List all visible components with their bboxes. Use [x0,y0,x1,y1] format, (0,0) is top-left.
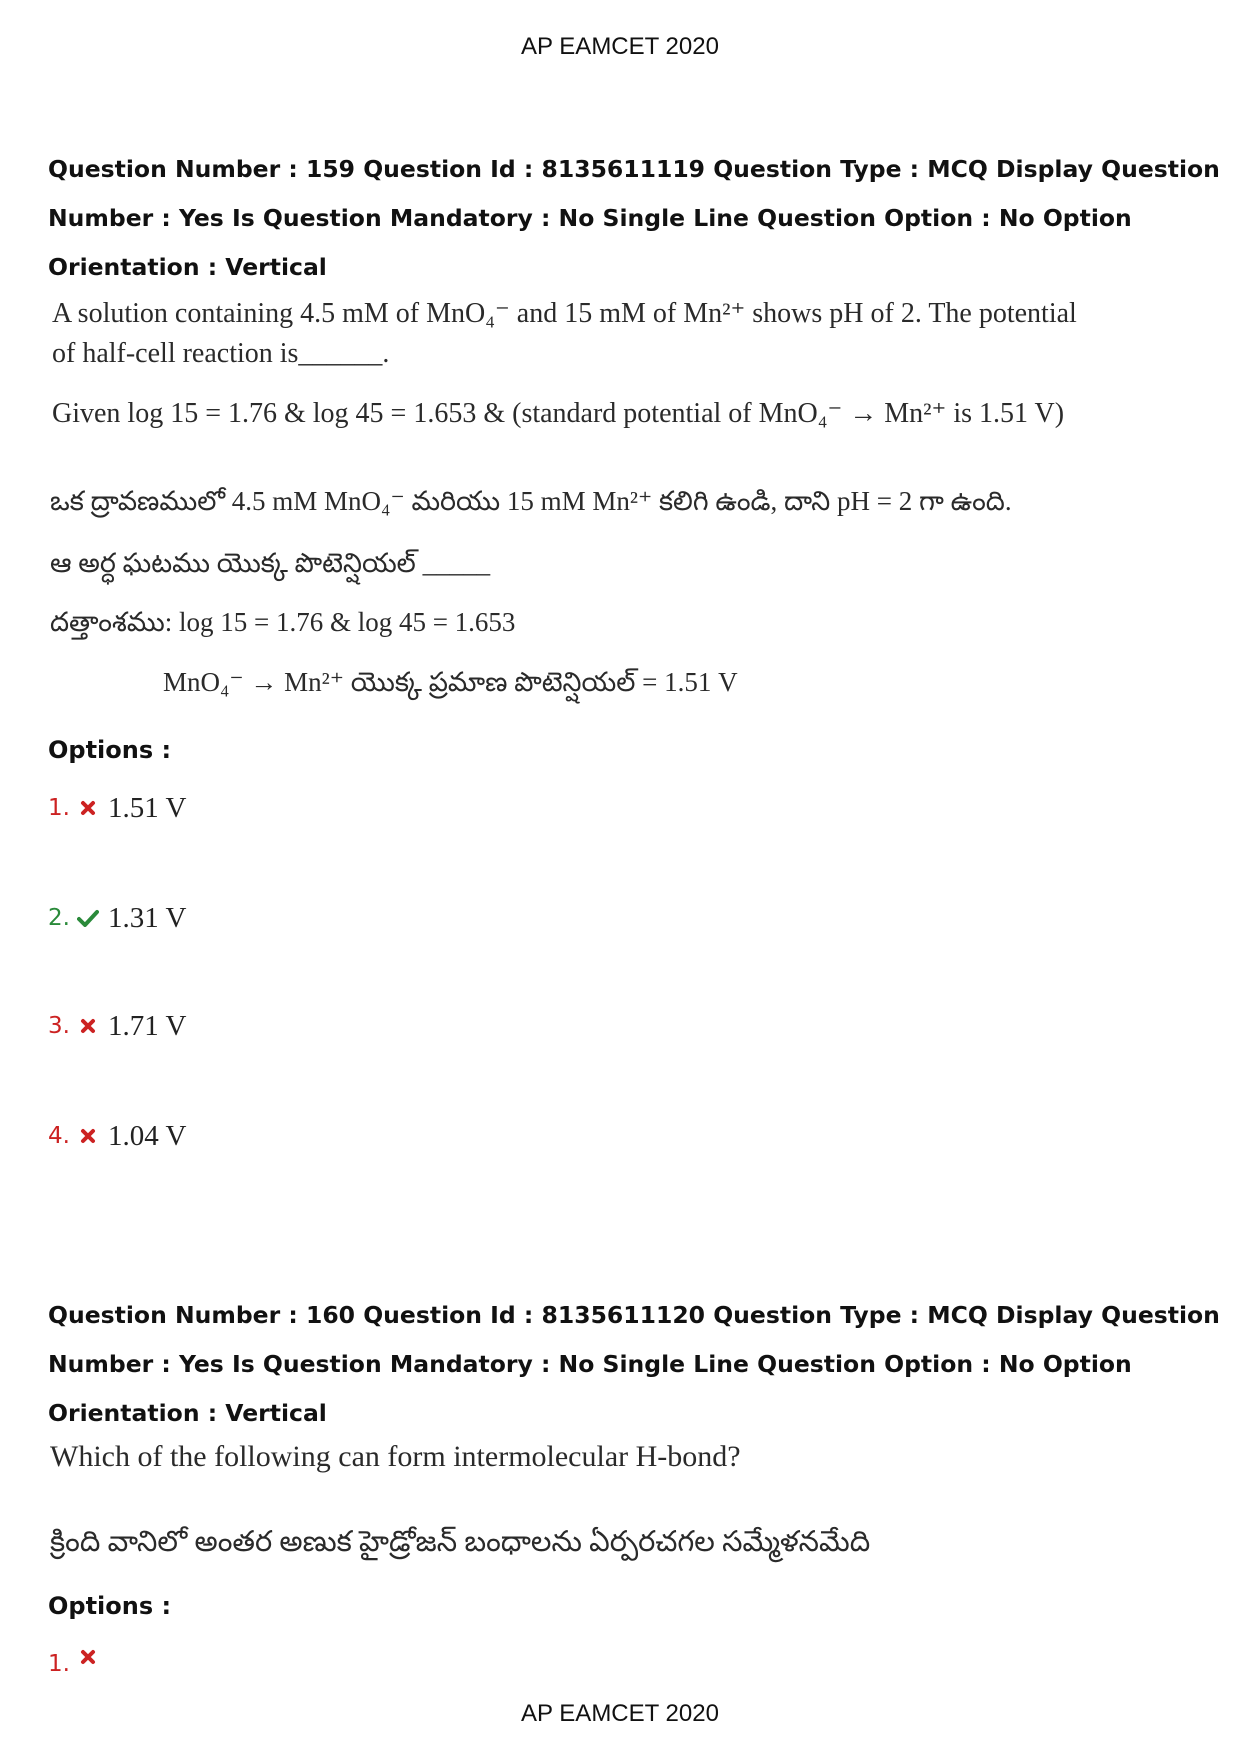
option-value: 1.04 V [108,1119,187,1152]
option-number: 3. [48,1013,70,1039]
cross-icon [76,1014,100,1038]
cross-icon [76,1124,100,1148]
option-item[interactable] [48,1006,186,1046]
option-number: 1. [48,795,70,821]
option-item[interactable] [48,1644,108,1684]
cross-icon [76,1645,100,1669]
question-text-te-line: క్రింది వానిలో అంతర అణుక హైడ్రోజన్ బంధాలను ఏర్పరచగల సమ్మేళనమేది [50,1526,871,1558]
meta-line: Number : Yes Is Question Mandatory : No Single Line Question Option : No Option [48,204,1132,232]
question-text-te-line: దత్తాంశము: log 15 = 1.76 & log 45 = 1.653 [50,607,516,637]
question-text-te-line: ఆ అర్ధ ఘటము యొక్క పొటెన్షియల్ _____ [50,548,491,578]
question-text-en-line: Which of the following can form intermolecular H-bond? [50,1440,741,1473]
option-number: 1. [48,1651,70,1677]
meta-line: Orientation : Vertical [48,1399,327,1427]
question-meta [48,1291,1220,1438]
question-meta [48,145,1220,292]
check-icon [76,906,100,930]
cross-icon [76,796,100,820]
option-item[interactable] [48,788,186,828]
option-item[interactable] [48,898,186,938]
meta-line: Question Number : 160 Question Id : 8135611120 Question Type : MCQ Display Question [48,1301,1220,1329]
meta-line: Question Number : 159 Question Id : 8135611119 Question Type : MCQ Display Question [48,155,1220,183]
options-label: Options : [48,1592,172,1620]
option-number: 2. [48,905,70,931]
question-text-en-line: Given log 15 = 1.76 & log 45 = 1.653 & (standard potential of MnO₄⁻ → Mn²⁺ is 1.51 V) [52,398,1065,429]
question-text-te-line: ఒక ద్రావణములో 4.5 mM MnO₄⁻ మరియు 15 mM Mn²⁺ కలిగి ఉండి, దాని pH = 2 గా ఉంది. [50,486,1012,516]
option-number: 4. [48,1123,70,1149]
options-label: Options : [48,736,172,764]
option-item[interactable] [48,1116,186,1156]
meta-line: Number : Yes Is Question Mandatory : No Single Line Question Option : No Option [48,1350,1132,1378]
question-text-en-line: A solution containing 4.5 mM of MnO₄⁻ and 15 mM of Mn²⁺ shows pH of 2. The potential [52,298,1077,329]
option-value: 1.71 V [108,1009,187,1042]
page-footer: AP EAMCET 2020 [521,1700,719,1727]
option-value: 1.31 V [108,901,187,934]
question-text-en-line: of half-cell reaction is______. [52,338,390,369]
meta-line: Orientation : Vertical [48,253,327,281]
page-header: AP EAMCET 2020 [521,33,719,60]
question-text-te-line: MnO₄⁻ → Mn²⁺ యొక్క ప్రమాణ పొటెన్షియల్ = 1.51 V [163,667,738,697]
option-value: 1.51 V [108,791,187,824]
